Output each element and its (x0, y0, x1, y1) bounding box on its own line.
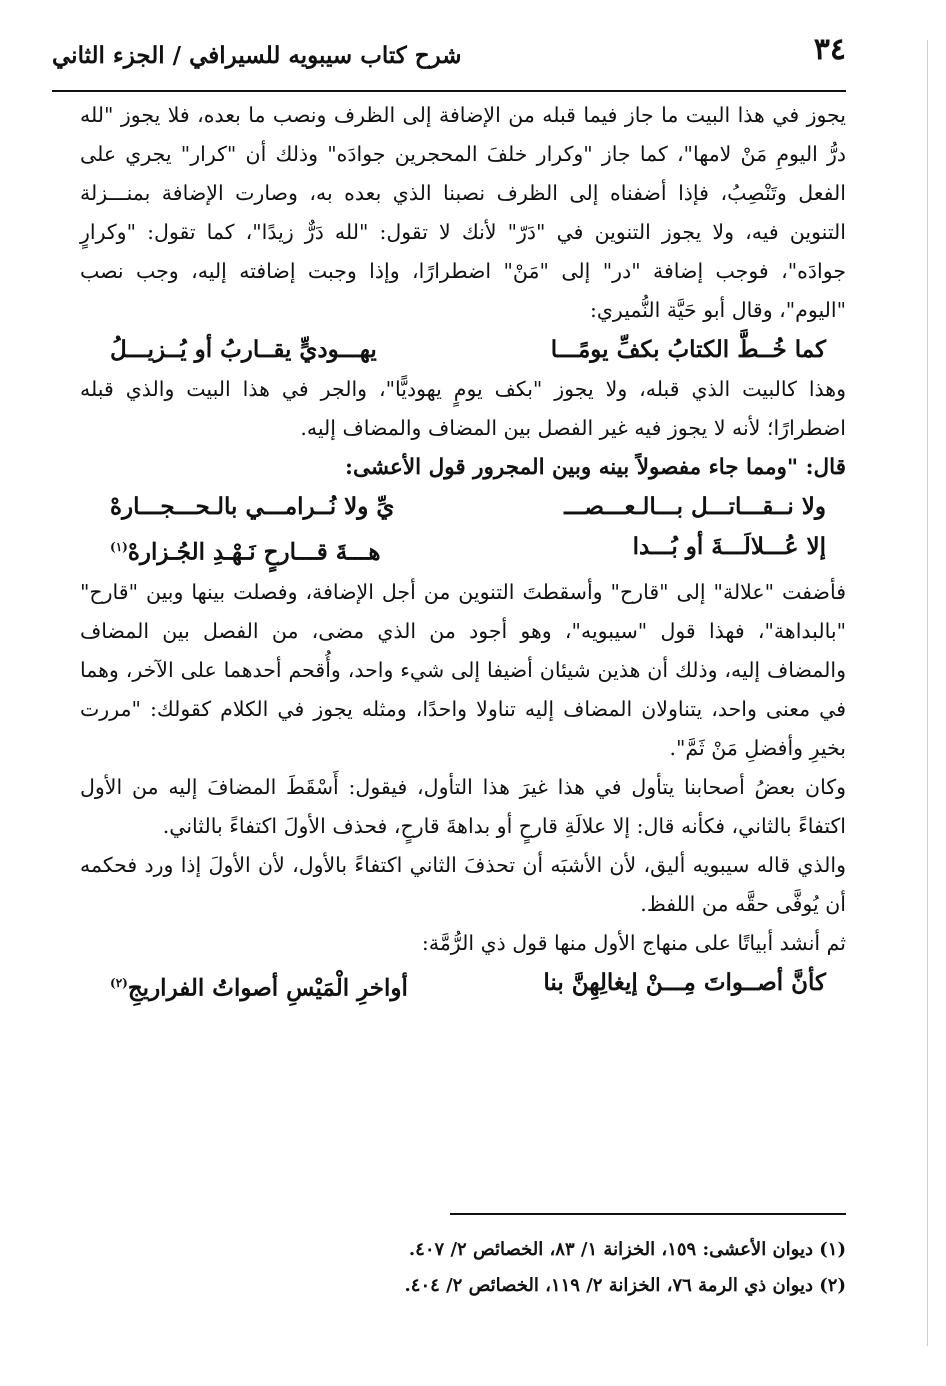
verse-text: أواخرِ الْمَيْسِ أصواتُ الفراريجِ (127, 974, 408, 1002)
running-title: شرح كتاب سيبويه للسيرافي / الجزء الثاني (52, 42, 462, 69)
footnote-ref: (٢) (110, 975, 128, 990)
verse-hemistich-second (110, 963, 408, 1009)
paragraph: وكان بعضُ أصحابنا يتأول في هذا غيرَ هذا التأول، فيقول: أَسْقَطَ المضافَ إليه من الأول اكتفاءً بالثاني، فكأنه قال: إلا علالَةِ قارحٍ أو بداهةَ قارحٍ، فحذف الأولَ اكتفاءً بالثاني. (80, 774, 846, 838)
verse-line (110, 487, 826, 527)
paragraph: يجوز في هذا البيت ما جاز فيما قبله من الإضافة إلى الظرف ونصب ما بعده، فلا يجوز "لله درُّ اليومِ مَنْ لامها"، كما جاز "وكرار خلفَ المحجرين جوادَه" وذلك أن "كرار" يجري على الفعل وتَنْصِبُ، فإذا أضفناه إلى الظرف نصبنا الذي بعده به، وصارت الإضافة بمنـــزلة التنوين فيه، ولا يجوز التنوين في "دَرّ" لأنك لا تقول: "لله دَرٌّ زيدًا"، كما تقول: "وكرارٍ جوادَه"، فوجب إضافة "در" إلى "مَنْ" اضطرارًا، وإذا وجبت إضافته إليه، وجب نصب "اليوم"، وقال أبو حَيَّة النُّميري: (80, 103, 846, 322)
verse-hemistich-first: كما خُــطَّ الكتابُ بكفِّ يومًـــا (550, 336, 826, 363)
page-header (52, 28, 846, 92)
verse-hemistich-first: ولا نــقـــاتـــل بـــالـعـــصـــ (564, 493, 826, 520)
footnote: (٢) ديوان ذي الرمة ٧٦، الخزانة ٢/ ١١٩، الخصائص ٢/ ٤٠٤. (404, 1275, 846, 1296)
paragraph: ثم أنشد أبياتًا على منهاج الأول منها قول ذي الرُّمَّة: (421, 930, 846, 955)
verse-hemistich-second (110, 527, 380, 573)
verse-text: هـــةَ قـــارحٍ نَـهْـدِ الجُـزارهْ (127, 538, 381, 566)
page-number: ٣٤ (813, 32, 846, 67)
footnote-divider (450, 1213, 846, 1215)
verse-line (110, 527, 826, 573)
footnotes (100, 1232, 846, 1304)
verse-line (110, 963, 826, 1009)
page-edge-line (927, 40, 928, 1346)
paragraph: والذي قاله سيبويه أليق، لأن الأشبَه أن تحذفَ الثاني اكتفاءً بالأول، لأن الأولَ إذا ورد فحكمه أن يُوفَّى حقَّه من اللفظ. (80, 852, 846, 916)
verse-hemistich-second: يِّ ولا نُــرامـــي بالـحـــجـــارهْ (110, 493, 395, 520)
verse-hemistich-second: يهـــوديٍّ يقــاربُ أو يُــزيـــلُ (110, 336, 377, 363)
verse-line (110, 330, 826, 370)
verse-hemistich-first: كأنَّ أصــواتَ مِـــنْ إيغالِهِنَّ بنا (543, 968, 826, 996)
paragraph: وهذا كالبيت الذي قبله، ولا يجوز "بكف يومٍ يهوديًّا"، والجر في هذا البيت والذي قبله اضطرارًا؛ لأنه لا يجوز فيه غير الفصل بين المضاف والمضاف إليه. (80, 377, 846, 440)
quote-intro: قال: "ومما جاء مفصولاً بينه وبين المجرور قول الأعشى: (345, 455, 846, 480)
main-text (80, 96, 846, 1008)
paragraph: فأضفت "علالة" إلى "قارح" وأسقطتَ التنوين من أجل الإضافة، وفصلت بينها وبين "قارح" "بالبداهة"، فهذا قول "سيبويه"، وهو أجود من الذي مضى، من الفصل بين المضاف والمضاف إليه، وذلك أن هذين شيئان أضيفا إلى شيء واحد، وأُقحم أحدهما على الآخر، وهما في معنى واحد، يتناولان المضاف إليه تناولا واحدًا، ومثله يجوز في الكلام كقولك: "مررت بخيرِ وأفضلِ مَنْ ثَمَّ". (80, 579, 846, 760)
footnote: (١) ديوان الأعشى: ١٥٩، الخزانة ١/ ٨٣، الخصائص ٢/ ٤٠٧. (408, 1239, 846, 1260)
footnote-ref: (١) (110, 540, 128, 554)
verse-hemistich-first: إلا عُـــلالَـــةَ أو بُـــدا (632, 533, 826, 560)
